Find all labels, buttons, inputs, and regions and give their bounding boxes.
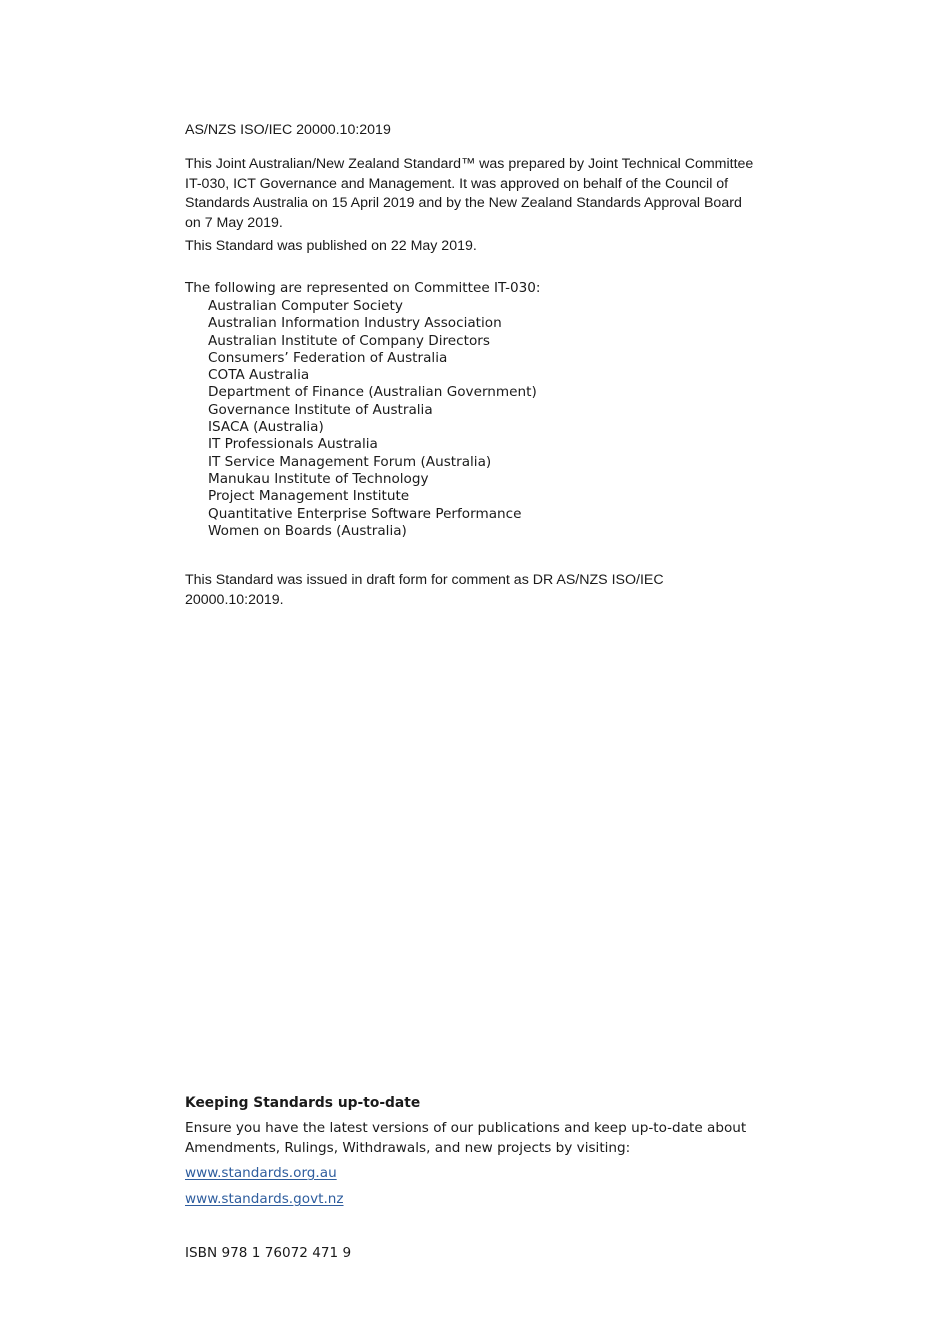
committee-member: Quantitative Enterprise Software Performance — [208, 505, 522, 522]
standards-australia-link[interactable]: www.standards.org.au — [185, 1165, 337, 1181]
committee-member: IT Professionals Australia — [208, 436, 378, 453]
isbn-number: ISBN 978 1 76072 471 9 — [185, 1245, 352, 1261]
draft-statement: This Standard was issued in draft form for comment as DR AS/NZS ISO/IEC 20000.10:2019. — [185, 572, 664, 608]
preparation-paragraph: This Joint Australian/New Zealand Standard™ was prepared by Joint Technical Committee IT-030, ICT Governance and Management. It was approved on behalf of the Council of Standards Australia on 15 April 2019 and by the New Zealand Standards Approval Board on 7 May 2019. — [185, 156, 754, 231]
committee-member: Australian Computer Society — [208, 298, 403, 314]
committee-member: ISACA (Australia) — [208, 419, 324, 436]
keeping-up-to-date-body: Ensure you have the latest versions of our publications and keep up-to-date about Amendments, Rulings, Withdrawals, and new projects by visiting: — [185, 1120, 747, 1156]
committee-member: COTA Australia — [208, 367, 310, 384]
committee-member: Women on Boards (Australia) — [208, 522, 407, 539]
standards-new-zealand-link[interactable]: www.standards.govt.nz — [185, 1191, 344, 1207]
committee-heading: The following are represented on Committee IT-030: — [185, 280, 541, 296]
committee-member: Governance Institute of Australia — [208, 401, 433, 418]
committee-member: Consumers’ Federation of Australia — [208, 349, 448, 366]
committee-member: Project Management Institute — [208, 488, 410, 505]
standard-designation: AS/NZS ISO/IEC 20000.10:2019 — [185, 122, 391, 138]
committee-member: Australian Information Industry Association — [208, 315, 502, 332]
committee-member: IT Service Management Forum (Australia) — [208, 453, 492, 470]
publication-date-statement: This Standard was published on 22 May 2019. — [185, 238, 477, 254]
committee-member: Australian Institute of Company Directors — [208, 332, 490, 349]
committee-member-list — [208, 298, 537, 540]
committee-member: Department of Finance (Australian Government) — [208, 384, 537, 401]
keeping-up-to-date-heading: Keeping Standards up-to-date — [185, 1095, 421, 1111]
committee-member: Manukau Institute of Technology — [208, 470, 429, 487]
